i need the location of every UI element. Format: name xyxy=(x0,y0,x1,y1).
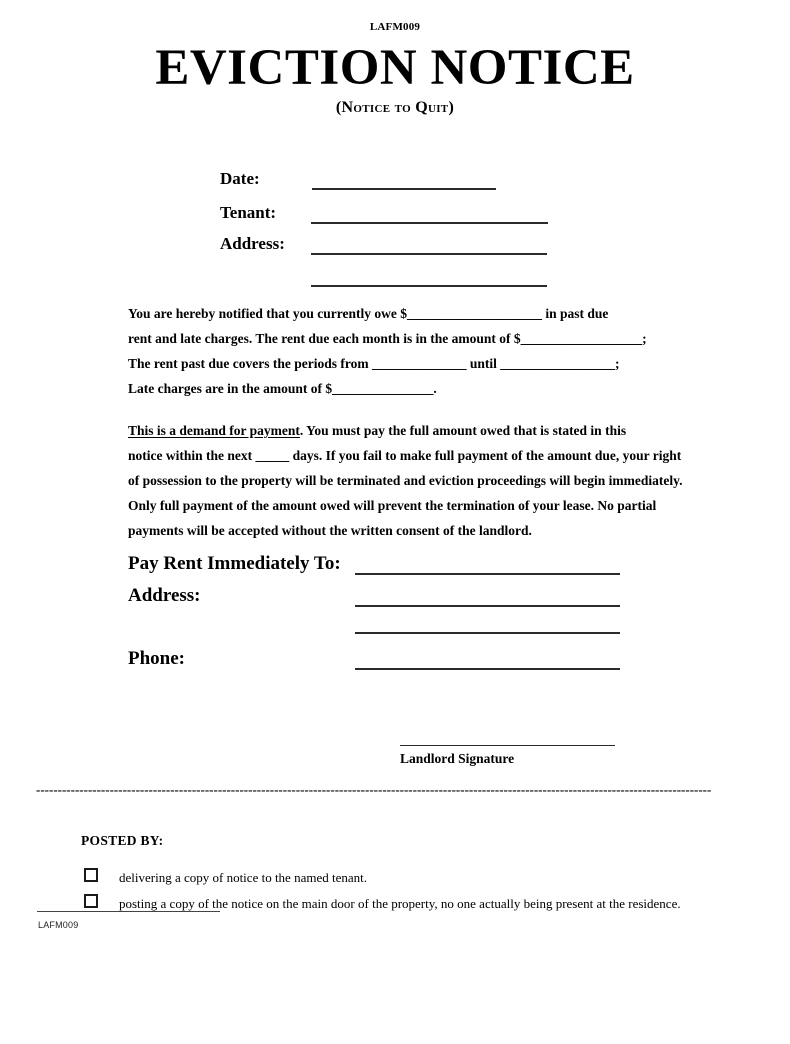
date-input-line[interactable] xyxy=(312,188,496,190)
posted-by-option-1[interactable] xyxy=(84,868,367,886)
demand-line-3: of possession to the property will be terminated and eviction proceedings will begin immediately. xyxy=(128,473,683,488)
demand-line-5: payments will be accepted without the written consent of the landlord. xyxy=(128,523,532,538)
page-title: EVICTION NOTICE xyxy=(155,40,635,96)
pay-rent-to-input-line[interactable] xyxy=(355,573,620,575)
demand-line-4: Only full payment of the amount owed will prevent the termination of your lease. No partial xyxy=(128,498,657,513)
notice-line-2: rent and late charges. The rent due each month is in the amount of $__________________; xyxy=(128,331,647,346)
address-input-line-2[interactable] xyxy=(311,285,547,287)
posted-by-title: POSTED BY: xyxy=(81,833,164,848)
form-code-header: LAFM009 xyxy=(369,21,421,33)
form-code-footer: LAFM009 xyxy=(38,920,79,930)
posted-by-option-2[interactable] xyxy=(84,894,681,912)
landlord-signature-line[interactable] xyxy=(400,745,615,746)
date-field-row xyxy=(220,169,640,199)
posted-by-option-2-label: posting a copy of the notice on the main door of the property, no one actually being present at the residence. xyxy=(119,896,681,911)
payment-address-input-line-2[interactable] xyxy=(355,632,620,634)
checkbox-icon[interactable] xyxy=(84,894,98,908)
notice-line-1: You are hereby notified that you currently owe $____________________ in past due xyxy=(128,306,609,321)
notice-paragraph xyxy=(128,301,728,401)
address-field-row-2 xyxy=(220,266,640,296)
tenant-input-line[interactable] xyxy=(311,222,548,224)
demand-line-2: notice within the next _____ days. If you fail to make full payment of the amount due, your right xyxy=(128,448,682,463)
demand-line-1-rest: . You must pay the full amount owed that is stated in this xyxy=(299,423,627,438)
footer-divider xyxy=(37,911,220,912)
address-label: Address: xyxy=(220,234,285,253)
notice-line-4: Late charges are in the amount of $_______________. xyxy=(128,381,437,396)
checkbox-icon[interactable] xyxy=(84,868,98,882)
posted-by-option-1-label: delivering a copy of notice to the named tenant. xyxy=(119,870,367,885)
landlord-signature-label: Landlord Signature xyxy=(400,751,515,766)
page-subtitle: (Notice to Quit) xyxy=(335,99,455,116)
address-input-line-1[interactable] xyxy=(311,253,547,255)
address-field-row xyxy=(220,234,640,264)
payment-phone-input-line[interactable] xyxy=(355,668,620,670)
payment-address-label: Address: xyxy=(128,585,201,606)
demand-paragraph xyxy=(128,418,728,543)
payment-phone-label: Phone: xyxy=(128,648,185,669)
tenant-label: Tenant: xyxy=(220,203,277,222)
notice-line-3: The rent past due covers the periods from ______________ until _________________; xyxy=(128,356,620,371)
tenant-field-row xyxy=(220,203,640,233)
demand-line-1 xyxy=(128,418,728,443)
dashed-separator: ------------------------------------------------------------------------------------------------------------------------------------------------------------ xyxy=(36,782,712,797)
demand-heading: This is a demand for payment xyxy=(128,423,300,438)
pay-rent-to-label: Pay Rent Immediately To: xyxy=(128,553,341,574)
date-label: Date: xyxy=(220,169,260,188)
payment-address-input-line-1[interactable] xyxy=(355,605,620,607)
